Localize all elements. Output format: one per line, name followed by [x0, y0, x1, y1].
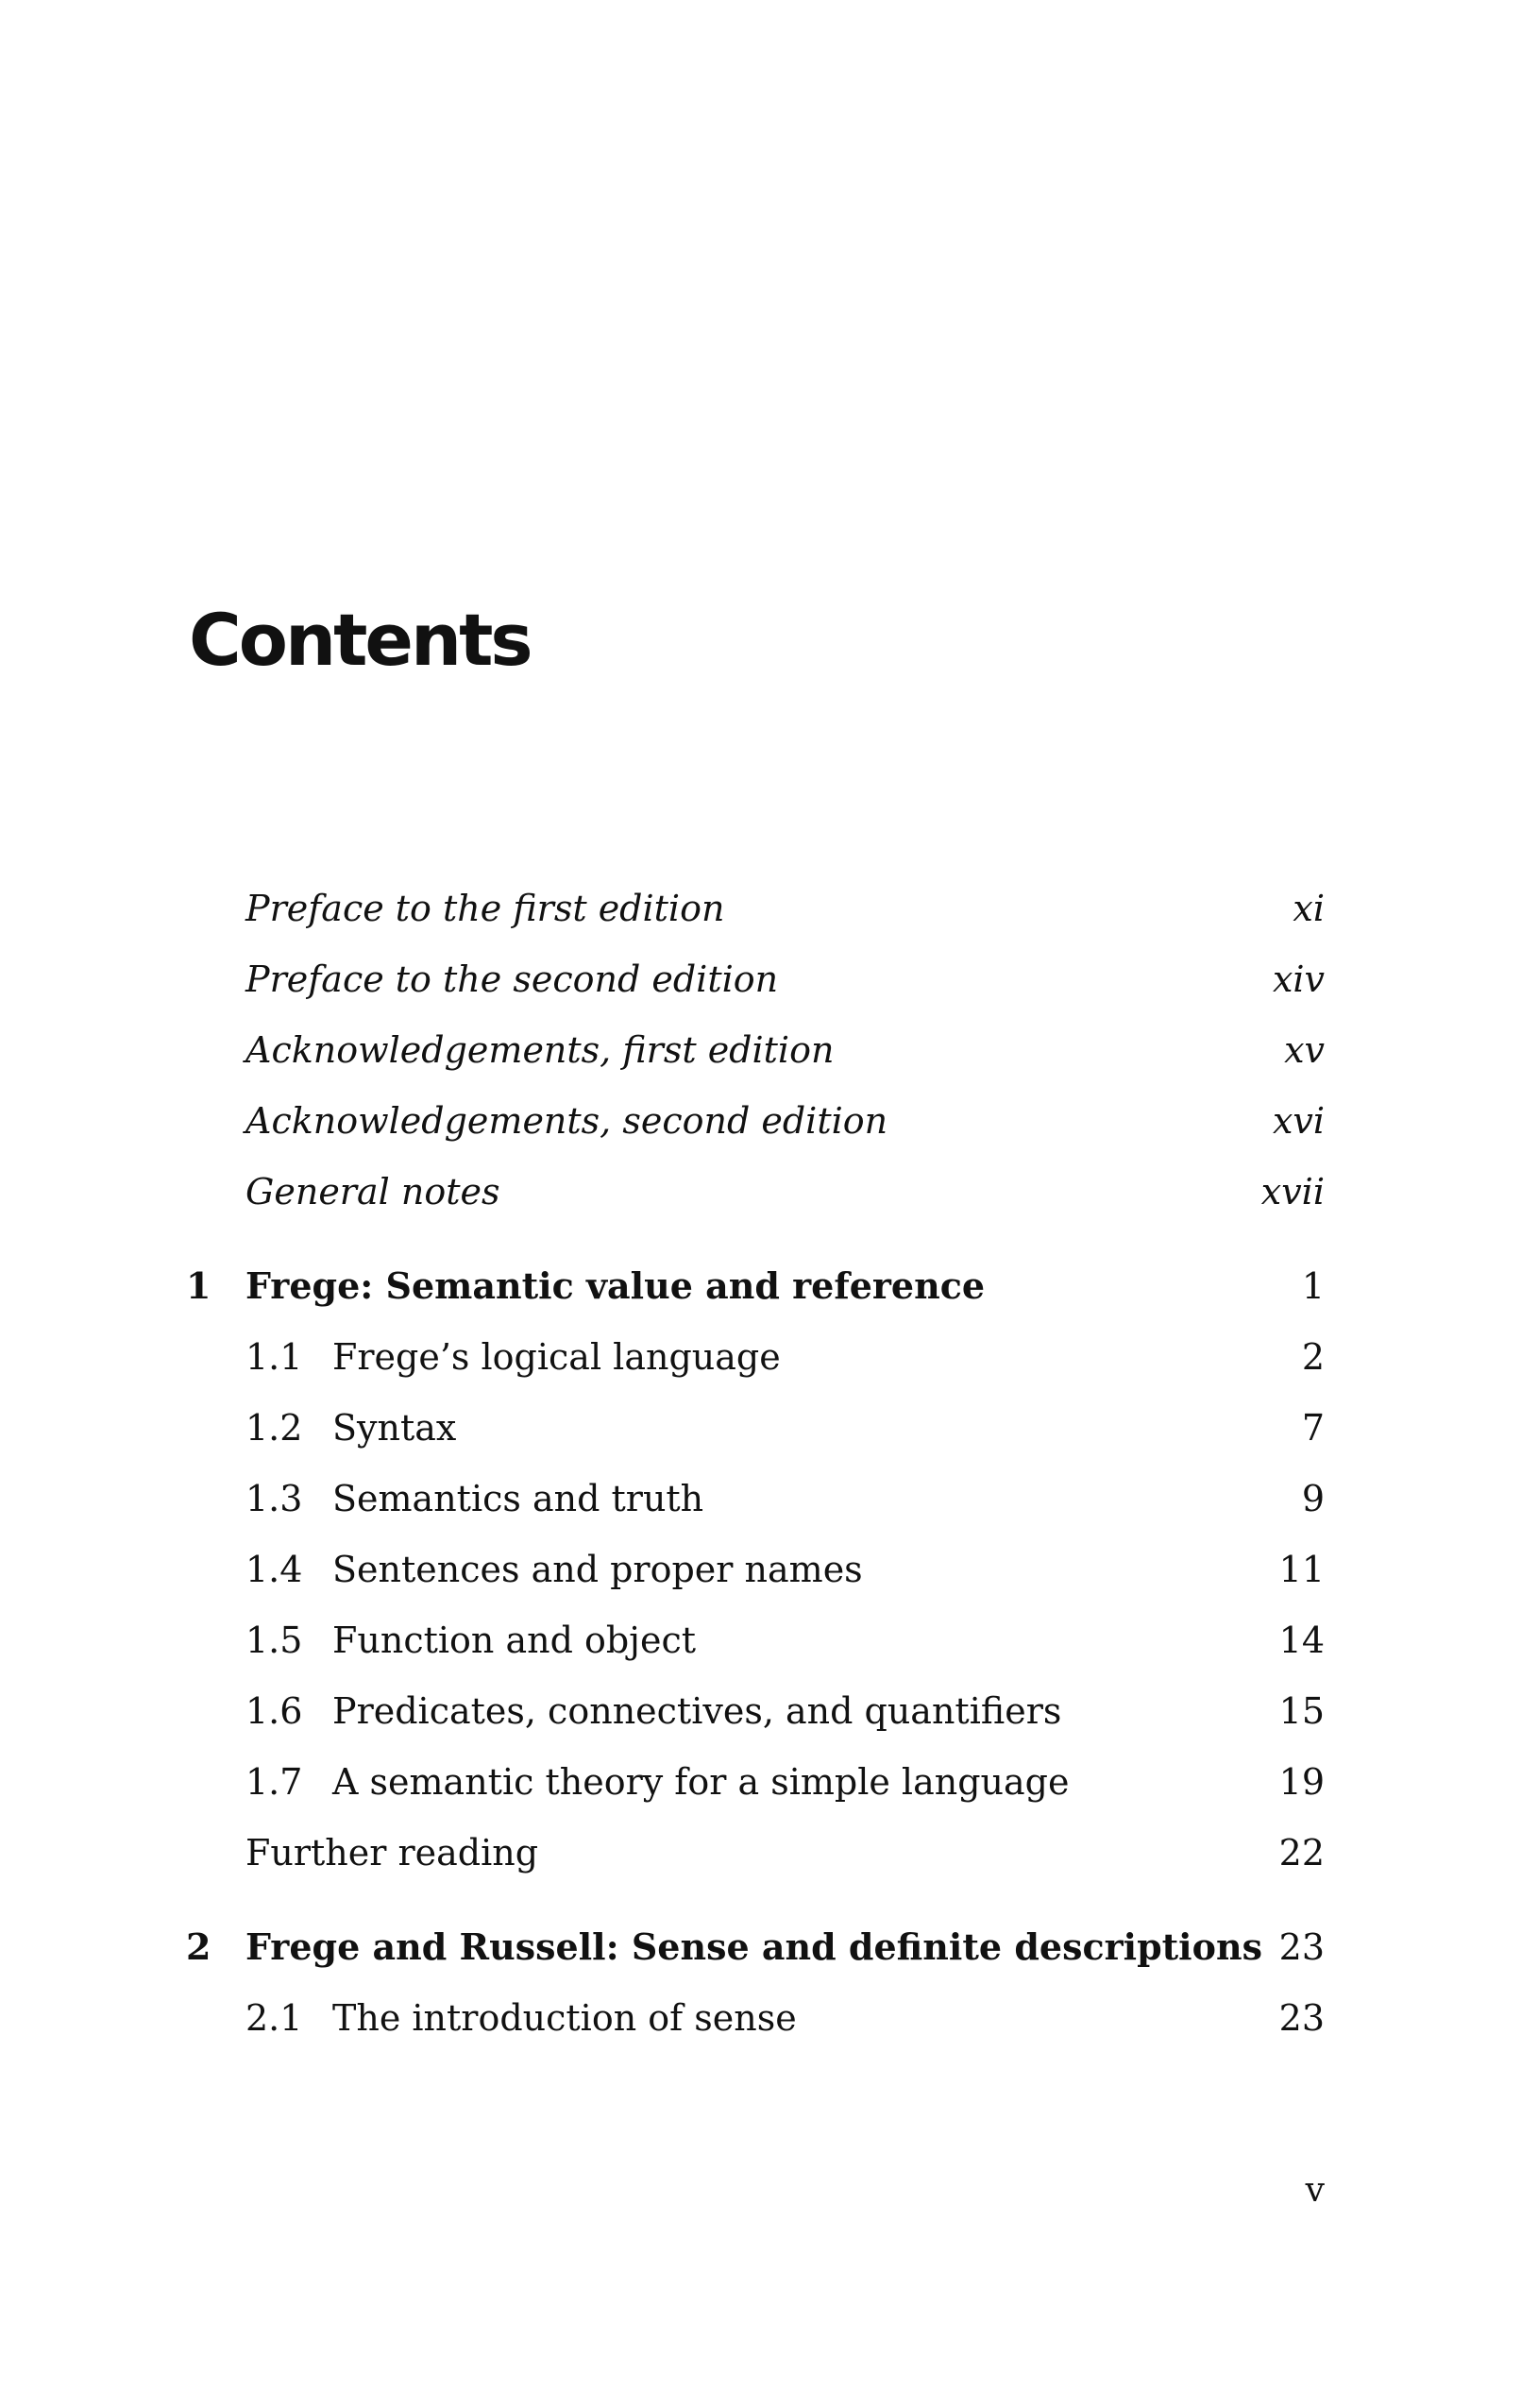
toc-section-1-3[interactable]: [0, 1470, 1538, 1527]
chapter-number: 1: [186, 1264, 211, 1307]
section-number: 1.3: [245, 1478, 303, 1519]
toc-entry-page: xvi: [1272, 1100, 1325, 1142]
section-number: 1.1: [245, 1336, 303, 1378]
section-title: Syntax: [332, 1407, 457, 1449]
section-title: Frege’s logical language: [332, 1336, 781, 1378]
section-page: 14: [1278, 1619, 1325, 1661]
section-number: 2.1: [245, 1997, 303, 2039]
section-title: Function and object: [332, 1619, 697, 1661]
section-page: 2: [1301, 1336, 1325, 1378]
section-number: 1.2: [245, 1407, 303, 1449]
toc-chapter-1[interactable]: [0, 1258, 1538, 1314]
toc-entry-label: General notes: [245, 1171, 500, 1212]
section-number: 1.6: [245, 1690, 303, 1732]
toc-section-1-1[interactable]: [0, 1329, 1538, 1385]
section-page: 9: [1301, 1478, 1325, 1519]
toc-entry-acknowledgements-first-edition[interactable]: [0, 1022, 1538, 1078]
chapter-title: Frege and Russell: Sense and definite descriptions: [245, 1925, 1262, 1968]
section-number: 1.7: [245, 1761, 303, 1803]
page-folio: v: [1305, 2171, 1325, 2210]
toc-entry-label: Acknowledgements, first edition: [245, 1029, 835, 1071]
section-title: Semantics and truth: [332, 1478, 704, 1519]
toc-chapter-2[interactable]: [0, 1919, 1538, 1976]
toc-entry-page: xiv: [1272, 958, 1325, 1000]
toc-entry-label: Preface to the second edition: [245, 958, 779, 1000]
toc-further-reading-1[interactable]: [0, 1824, 1538, 1881]
toc-entry-preface-first-edition[interactable]: [0, 880, 1538, 937]
further-reading-label: Further reading: [245, 1832, 539, 1874]
section-number: 1.5: [245, 1619, 303, 1661]
toc-entry-label: Preface to the first edition: [245, 888, 725, 929]
page-title: Contents: [189, 598, 531, 682]
section-page: 15: [1278, 1690, 1325, 1732]
toc-entry-preface-second-edition[interactable]: [0, 951, 1538, 1008]
toc-section-1-4[interactable]: [0, 1541, 1538, 1598]
toc-entry-label: Acknowledgements, second edition: [245, 1100, 888, 1142]
toc-section-1-5[interactable]: [0, 1612, 1538, 1669]
chapter-number: 2: [186, 1925, 211, 1968]
section-title: Sentences and proper names: [332, 1549, 863, 1590]
toc-section-1-2[interactable]: [0, 1399, 1538, 1456]
section-number: 1.4: [245, 1549, 303, 1590]
toc-entry-page: xvii: [1260, 1171, 1325, 1212]
toc-section-2-1[interactable]: [0, 1990, 1538, 2046]
section-page: 19: [1278, 1761, 1325, 1803]
section-title: The introduction of sense: [332, 1997, 797, 2039]
chapter-page: 1: [1301, 1265, 1325, 1307]
section-title: A semantic theory for a simple language: [332, 1761, 1070, 1803]
toc-entry-page: xi: [1293, 888, 1325, 929]
chapter-page: 23: [1278, 1926, 1325, 1968]
toc-entry-acknowledgements-second-edition[interactable]: [0, 1093, 1538, 1149]
chapter-title: Frege: Semantic value and reference: [245, 1264, 986, 1307]
further-reading-page: 22: [1278, 1832, 1325, 1874]
toc-entry-page: xv: [1284, 1029, 1325, 1071]
toc-section-1-6[interactable]: [0, 1683, 1538, 1739]
section-page: 11: [1278, 1549, 1325, 1590]
section-page: 23: [1278, 1997, 1325, 2039]
toc-section-1-7[interactable]: [0, 1754, 1538, 1810]
section-title: Predicates, connectives, and quantifiers: [332, 1690, 1062, 1732]
section-page: 7: [1301, 1407, 1325, 1449]
toc-entry-general-notes[interactable]: [0, 1163, 1538, 1220]
